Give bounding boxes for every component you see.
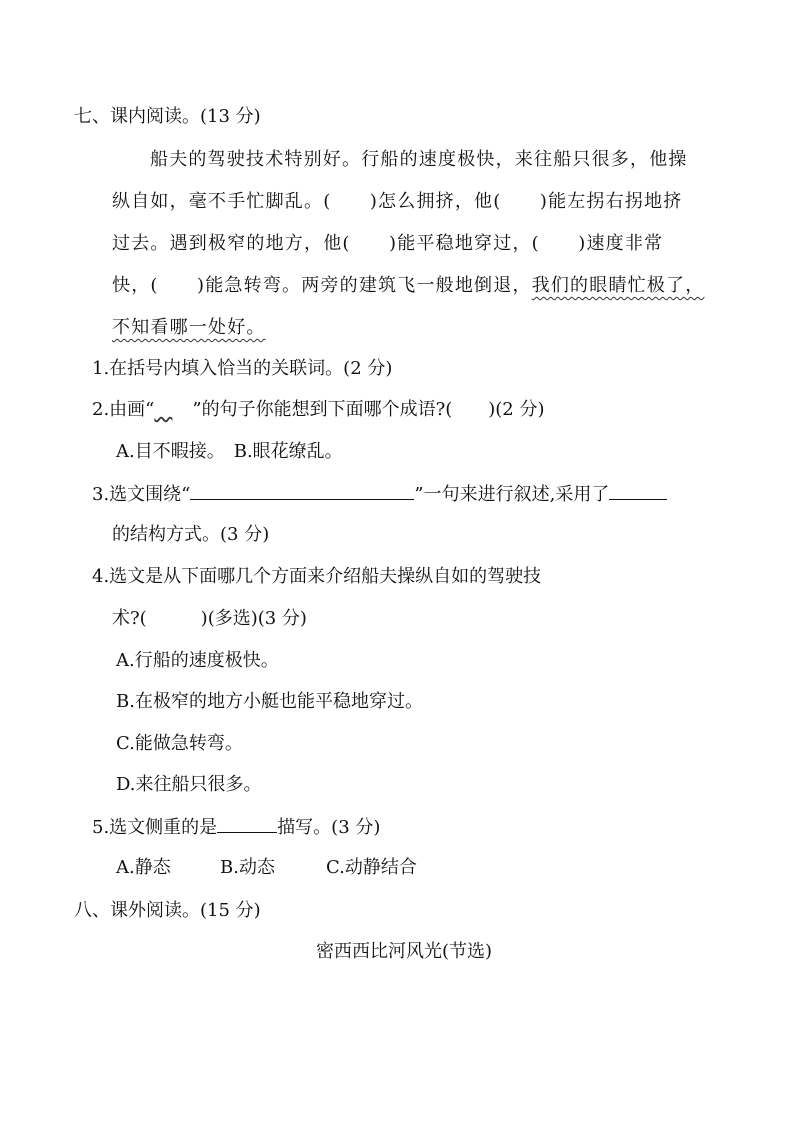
wavy-underlined-sentence-end: 不知看哪一处好。	[112, 317, 266, 338]
question-4-line-2: 术?( )(多选)(3 分)	[112, 608, 307, 629]
answer-blank-structure[interactable]	[609, 481, 667, 500]
question-2-prefix: 2.由画“	[92, 399, 155, 420]
question-4-option-b: B.在极窄的地方小艇也能平稳地穿过。	[116, 691, 423, 712]
question-4-option-c: C.能做急转弯。	[116, 733, 243, 754]
passage-line-4	[112, 273, 704, 299]
article-title: 密西西比河风光(节选)	[316, 941, 493, 962]
question-3-prefix: 3.选文围绕“	[92, 484, 191, 505]
question-2-suffix: ”的句子你能想到下面哪个成语?( )(2 分)	[192, 399, 545, 420]
question-3	[92, 481, 667, 508]
wavy-line-mark	[154, 397, 192, 411]
answer-blank-sentence[interactable]	[190, 481, 414, 500]
question-5-option-c: C.动静结合	[326, 857, 417, 878]
question-5-suffix: 描写。(3 分)	[277, 817, 381, 838]
question-5-prefix: 5.选文侧重的是	[92, 817, 218, 838]
question-5	[92, 814, 380, 841]
passage-line-1: 船夫的驾驶技术特别好。行船的速度极快，来往船只很多，他操	[150, 149, 688, 170]
question-5-option-b: B.动态	[220, 857, 275, 878]
section-7-heading: 七、课内阅读。(13 分)	[74, 106, 261, 127]
wavy-underlined-sentence: 我们的眼睛忙极了，	[531, 275, 705, 296]
question-5-option-a: A.静态	[116, 857, 171, 878]
question-2	[92, 397, 545, 423]
question-4-option-a: A.行船的速度极快。	[116, 650, 279, 671]
passage-line-4-text: 快，( )能急转弯。两旁的建筑飞一般地倒退，	[112, 275, 532, 296]
passage-line-5	[112, 315, 266, 341]
question-4-option-d: D.来往船只很多。	[116, 774, 262, 795]
question-1: 1.在括号内填入恰当的关联词。(2 分)	[92, 358, 393, 379]
question-2-options: A.目不暇接。 B.眼花缭乱。	[116, 441, 343, 462]
answer-blank-description[interactable]	[217, 814, 277, 833]
question-3-middle: ”一句来进行叙述,采用了	[414, 484, 610, 505]
question-4: 4.选文是从下面哪几个方面来介绍船夫操纵自如的驾驶技	[92, 566, 542, 587]
passage-line-3: 过去。遇到极窄的地方，他( )能平稳地穿过，( )速度非常	[112, 233, 664, 254]
passage-line-2: 纵自如，毫不手忙脚乱。( )怎么拥挤，他( )能左拐右拐地挤	[112, 191, 683, 212]
question-3-line-2: 的结构方式。(3 分)	[112, 524, 270, 545]
section-8-heading: 八、课外阅读。(15 分)	[74, 900, 261, 921]
